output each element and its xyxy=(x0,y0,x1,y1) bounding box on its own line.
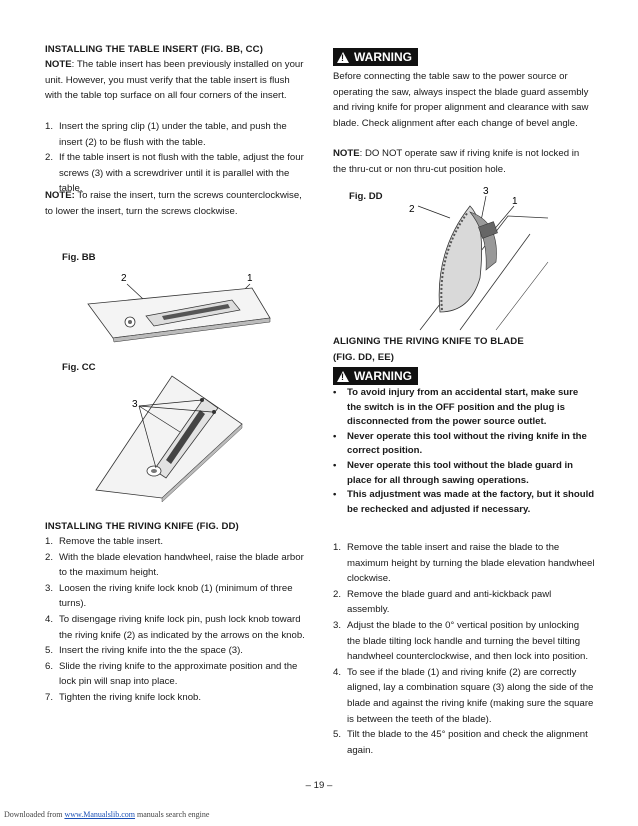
page-number: – 19 – xyxy=(305,780,333,791)
fig-bb-callout-1: 1 xyxy=(247,273,253,284)
fig-bb-label: Fig. BB xyxy=(62,252,96,263)
bullet-text: To avoid injury from an accidental start, make sure the switch is in the OFF position and the plug is disconnected from the power source outlet. xyxy=(347,387,579,428)
step-item xyxy=(45,643,307,659)
step-item xyxy=(45,550,307,581)
table-insert-heading: INSTALLING THE TABLE INSERT (FIG. BB, CC) xyxy=(45,44,263,55)
fig-dd-callout-1: 1 xyxy=(512,196,518,207)
footer xyxy=(4,810,209,819)
warning-bullet xyxy=(333,386,595,430)
footer-link[interactable]: www.Manualslib.com xyxy=(64,810,136,819)
step-number: 5. xyxy=(45,645,54,657)
step-number: 3. xyxy=(333,619,342,631)
step-item xyxy=(45,659,307,690)
step-number: 4. xyxy=(45,613,54,625)
bullet-dot: • xyxy=(333,387,337,398)
note-text: : The table insert has been previously installed on your unit. However, you must verify that the table insert is flush with the table top surface on all four corners of the insert. xyxy=(45,59,304,102)
step-text: With the blade elevation handwheel, raise the blade arbor to the maximum height. xyxy=(59,551,304,579)
aligning-heading-1: ALIGNING THE RIVING KNIFE TO BLADE xyxy=(333,336,524,347)
bullet-dot: • xyxy=(333,459,337,471)
warning-triangle-icon xyxy=(337,52,349,63)
fig-cc-callout-3: 3 xyxy=(132,399,138,410)
note-label-right: NOTE xyxy=(333,148,360,159)
step-text: Loosen the riving knife lock knob (1) (minimum of three turns). xyxy=(59,582,293,610)
step-number: 6. xyxy=(45,660,54,672)
step-item xyxy=(333,587,595,618)
bullet-dot: • xyxy=(333,430,337,442)
step-item xyxy=(45,534,307,550)
warning-bullet xyxy=(333,430,595,459)
warning-badge-2 xyxy=(333,367,418,385)
step-text: Adjust the blade to the 0° vertical position by unlocking the blade tilting lock handle and turning the bevel tilting handwheel counterclockwise, and then lock into position. xyxy=(347,619,589,663)
step-number: 2. xyxy=(45,551,54,563)
step-item xyxy=(45,119,307,150)
step-text: To see if the blade (1) and riving knife (2) are correctly aligned, lay a combination square (3) along the side of the blade and against the riving knife (making sure the square is between the teeth of the blade). xyxy=(347,666,594,725)
warning-1-note xyxy=(333,146,593,177)
step-number: 3. xyxy=(45,582,54,594)
warning-1-text: Before connecting the table saw to the power source or operating the saw, always inspect the blade guard assembly and riving knife for proper alignment and clearance with saw blade. Check alignment after each change of bevel angle. xyxy=(333,71,589,129)
fig-bb-illustration xyxy=(80,266,280,346)
step-number: 7. xyxy=(45,691,54,703)
step-text: Slide the riving knife to the approximate position and the lock pin will snap into place. xyxy=(59,660,298,688)
step-item xyxy=(333,540,595,587)
fig-dd-label: Fig. DD xyxy=(349,191,383,202)
warning-bullet xyxy=(333,488,595,517)
step-text: Insert the spring clip (1) under the table, and push the insert (2) to be flush with the table. xyxy=(59,121,287,148)
step-text: Remove the blade guard and anti-kickback pawl assembly. xyxy=(347,588,552,616)
warning-triangle-icon xyxy=(337,371,349,382)
step-number: 2. xyxy=(333,588,342,600)
table-insert-note xyxy=(45,57,307,104)
step-item xyxy=(333,618,595,665)
step-text: Tilt the blade to the 45° position and check the alignment again. xyxy=(347,729,588,756)
bullet-text: Never operate this tool without the blade guard in place for all through sawing operations. xyxy=(347,459,574,486)
step-number: 4. xyxy=(333,666,342,678)
warning-label-2: WARNING xyxy=(354,369,412,383)
bullet-text: This adjustment was made at the factory, but it should be rechecked and adjusted if necessary. xyxy=(347,489,595,515)
footer-prefix: Downloaded from xyxy=(4,810,65,819)
step-number: 1. xyxy=(333,542,342,553)
riving-knife-heading: INSTALLING THE RIVING KNIFE (FIG. DD) xyxy=(45,521,239,532)
footer-suffix: manuals search engine xyxy=(135,810,210,819)
fig-dd-illustration xyxy=(400,182,570,332)
fig-bb-callout-2: 2 xyxy=(121,273,127,284)
aligning-heading-2: (FIG. DD, EE) xyxy=(333,352,394,363)
fig-dd-callout-3: 3 xyxy=(483,186,489,197)
step-number: 1. xyxy=(45,121,54,132)
step-text: To disengage riving knife lock pin, push lock knob toward the riving knife (2) as indicated by the arrows on the knob. xyxy=(59,613,305,641)
bullet-dot: • xyxy=(333,489,337,501)
step-text: Remove the table insert. xyxy=(59,536,163,547)
step-item xyxy=(333,727,595,758)
step-number: 5. xyxy=(333,729,342,741)
step-text: Tighten the riving knife lock knob. xyxy=(59,691,202,703)
step-text: If the table insert is not flush with the table, adjust the four screws (3) with a screwdriver until it is parallel with the table. xyxy=(59,152,304,195)
warning-label-1: WARNING xyxy=(354,50,412,64)
aligning-warning-bullets xyxy=(333,386,595,517)
riving-knife-steps xyxy=(45,534,307,706)
fig-cc-label: Fig. CC xyxy=(62,362,96,373)
fig-dd-callout-2: 2 xyxy=(409,204,415,215)
note2-text: To raise the insert, turn the screws counterclockwise, to lower the insert, turn the screws clockwise. xyxy=(45,190,302,217)
table-insert-note2 xyxy=(45,188,307,219)
step-number: 2. xyxy=(45,152,54,164)
fig-cc-illustration xyxy=(92,372,252,502)
note2-label: NOTE: xyxy=(45,190,75,201)
warning-bullet xyxy=(333,459,595,488)
note-label: NOTE xyxy=(45,59,72,70)
step-text: Insert the riving knife into the the space (3). xyxy=(59,645,243,657)
aligning-steps xyxy=(333,540,595,758)
note-text-right: : DO NOT operate saw if riving knife is not locked in the thru-cut or non thru-cut position hole. xyxy=(333,148,580,175)
step-item xyxy=(45,581,307,612)
step-item xyxy=(45,690,307,706)
warning-badge-1 xyxy=(333,48,418,66)
step-item xyxy=(45,612,307,643)
bullet-text: Never operate this tool without the riving knife in the correct position. xyxy=(347,430,587,457)
step-number: 1. xyxy=(45,536,54,547)
step-text: Remove the table insert and raise the blade to the maximum height by turning the blade elevation handwheel clockwise. xyxy=(347,542,595,585)
table-insert-steps xyxy=(45,119,307,197)
step-item xyxy=(333,665,595,727)
